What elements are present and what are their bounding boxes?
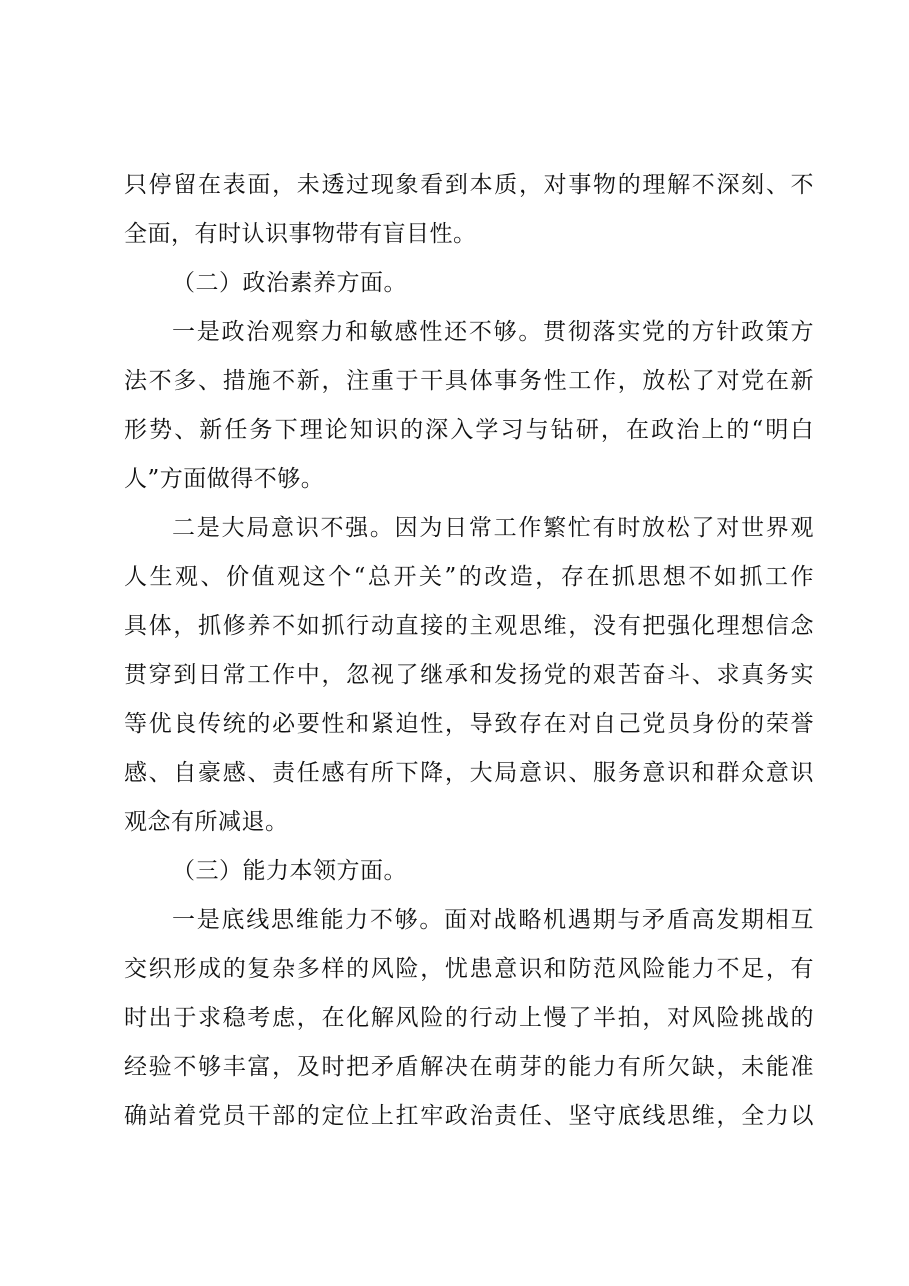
text-line-19: 经验不够丰富，及时把矛盾解决在萌芽的能力有所欠缺，未能准 [124,1054,814,1080]
text-line-7: 人”方面做得不够。 [124,466,325,492]
text-line-9: 人生观、价值观这个“总开关”的改造，存在抓思想不如抓工作 [124,564,814,590]
text-line-13: 感、自豪感、责任感有所下降，大局意识、服务意识和群众意识 [124,760,814,786]
text-line-10: 具体，抓修养不如抓行动直接的主观思维，没有把强化理想信念 [124,613,814,639]
text-line-14: 观念有所减退。 [124,809,289,835]
text-line-4: 一是政治观察力和敏感性还不够。贯彻落实党的方针政策方 [172,319,814,345]
text-line-16: 一是底线思维能力不够。面对战略机遇期与矛盾高发期相互 [172,907,814,933]
text-line-6: 形势、新任务下理论知识的深入学习与钻研，在政治上的“明白 [124,417,814,443]
text-line-11: 贯穿到日常工作中，忽视了继承和发扬党的艰苦奋斗、求真务实 [124,662,814,688]
text-line-12: 等优良传统的必要性和紧迫性，导致存在对自己党员身份的荣誉 [124,711,814,737]
text-line-17: 交织形成的复杂多样的风险，忧患意识和防范风险能力不足，有 [124,956,814,982]
section-heading-3: （三）能力本领方面。 [172,858,407,884]
text-line-1: 只停留在表面，未透过现象看到本质，对事物的理解不深刻、不 [124,172,814,198]
text-line-18: 时出于求稳考虑，在化解风险的行动上慢了半拍，对风险挑战的 [124,1005,814,1031]
text-line-20: 确站着党员干部的定位上扛牢政治责任、坚守底线思维，全力以 [124,1103,814,1129]
text-line-2: 全面，有时认识事物带有盲目性。 [124,221,477,247]
text-line-8: 二是大局意识不强。因为日常工作繁忙有时放松了对世界观 [172,515,814,541]
text-line-5: 法不多、措施不新，注重于干具体事务性工作，放松了对党在新 [124,368,814,394]
section-heading-2: （二）政治素养方面。 [172,270,407,296]
